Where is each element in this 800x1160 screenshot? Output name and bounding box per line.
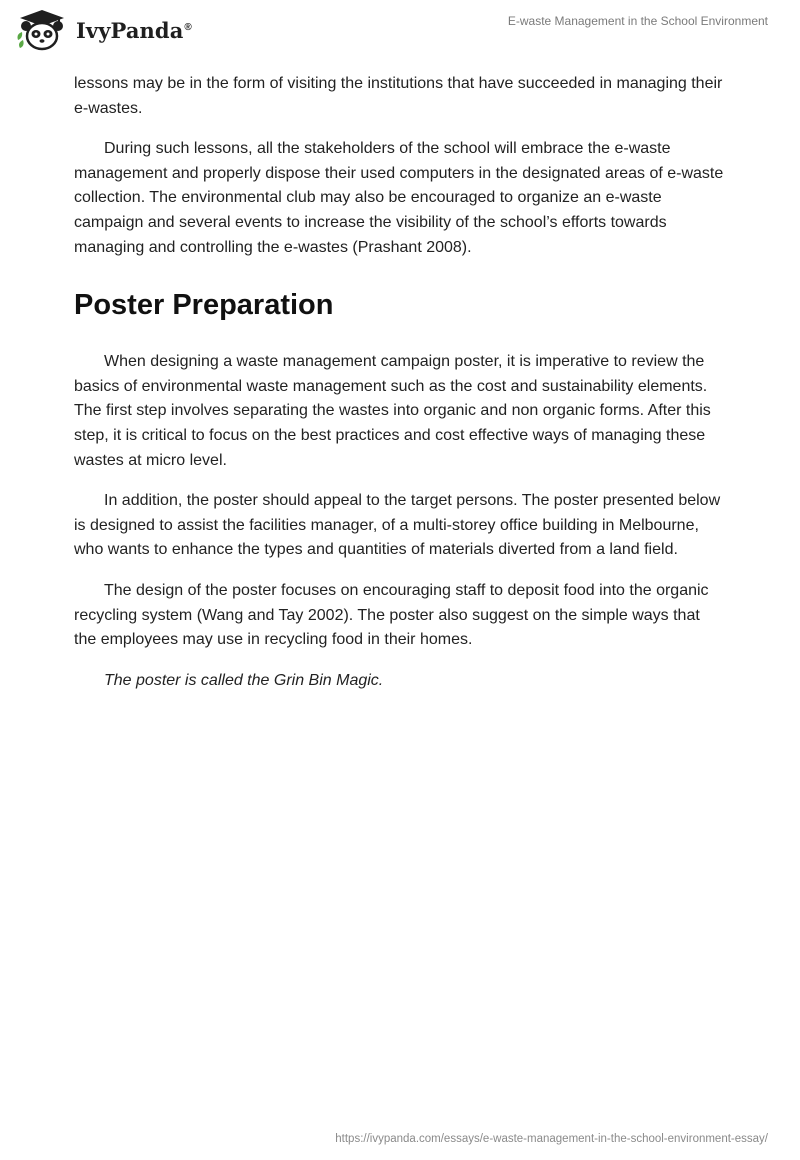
paragraph: In addition, the poster should appeal to the target persons. The poster presented below is designed to assist the facilities manager, of a multi-storey office building in Melbourne, who wants to enhance the types and quantities of materials diverted from a land field. (74, 492, 721, 559)
source-url[interactable]: https://ivypanda.com/essays/e-waste-management-in-the-school-environment-essay/ (335, 1133, 768, 1145)
essay-body (74, 72, 724, 709)
running-title: E-waste Management in the School Environment (507, 14, 768, 28)
paragraph: The design of the poster focuses on encouraging staff to deposit food into the organic recycling system (Wang and Tay 2002). The poster also suggest on the simple ways that the employees may use in recycling food in their homes. (74, 581, 709, 649)
panda-graduate-icon (14, 8, 70, 52)
page-header (0, 0, 800, 64)
paragraph: When designing a waste management campaign poster, it is imperative to review the basics of environmental waste management such as the cost and sustainability elements. The first step involves separating the wastes into organic and non organic forms. After this step, it is critical to focus on the best practices and cost effective ways of managing these wastes at micro level. (74, 353, 711, 469)
poster-caption: The poster is called the Grin Bin Magic. (104, 671, 384, 689)
paragraph-continuation: lessons may be in the form of visiting the institutions that have succeeded in managing their e-wastes. (74, 75, 723, 117)
ivypanda-logo[interactable] (14, 8, 192, 52)
section-heading: Poster Preparation (74, 289, 334, 322)
paragraph: During such lessons, all the stakeholders of the school will embrace the e-waste management and properly dispose their used computers in the designated areas of e-waste collection. The environmental club may also be encouraged to organize an e-waste campaign and several events to increase the visibility of the school’s efforts towards managing and controlling the e-wastes (Prashant 2008). (74, 140, 724, 256)
brand-name: IvyPanda® (76, 17, 192, 43)
